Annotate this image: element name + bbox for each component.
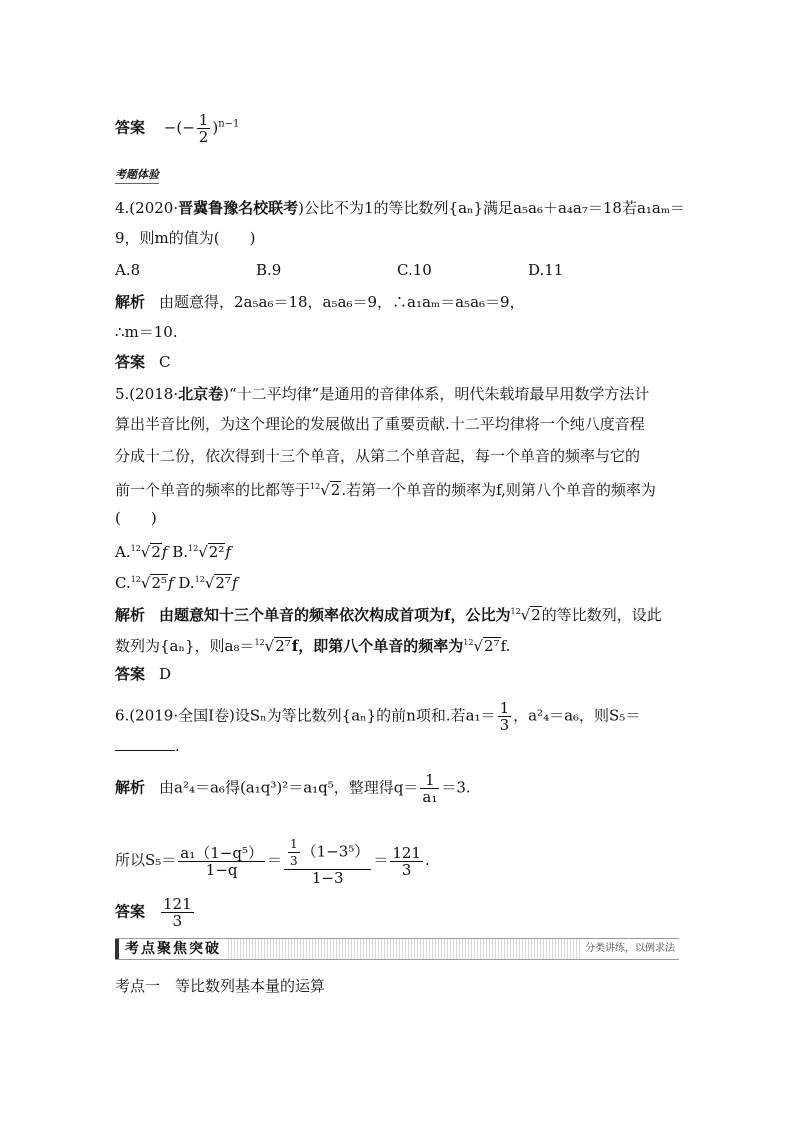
q6-analysis: 解析 由a²₄＝a₆得(a₁q³)²＝a₁q⁵，整理得q＝ $\frac{1}{\text{a₁}}$ ＝3. — [115, 771, 471, 806]
q5-line5: ( ) — [115, 509, 157, 527]
answer-sign: −(− — [163, 118, 195, 137]
q4-option-a: A.8 — [115, 261, 141, 279]
q4-option-d: D.11 — [528, 261, 564, 279]
q5-answer: 答案 D — [115, 665, 172, 683]
q4-line1: 4.(2020·晋冀鲁豫名校联考)公比不为1的等比数列{aₙ}满足a₅a₆＋a₄a₇＝18若a₁aₘ＝ — [115, 199, 686, 217]
q6-line1: 6.(2019·全国Ⅰ卷)设Sₙ为等比数列{aₙ}的前n项和.若a₁＝ $\frac{1}{3}$ ，a²₄＝a₆，则S₅＝ — [115, 699, 641, 734]
q5-source: 北京卷 — [178, 385, 224, 403]
banner-title: 考点聚焦突破 — [115, 939, 227, 959]
q5-line3: 分成十二份，依次得到十三个单音，从第二个单音起，每一个单音的频率与它的 — [115, 447, 641, 465]
q5-options-ab: A.$^{12}$√2f B.$^{12}$√2²f — [115, 543, 231, 561]
exam-tag: 考题体验 — [115, 166, 159, 184]
q4-source: 晋冀鲁豫名校联考 — [178, 199, 299, 217]
q5-analysis: 解析 由题意知十三个单音的频率依次构成首项为f，公比为$^{12}$√2的等比数列，设此 — [115, 606, 662, 624]
q4-option-b: B.9 — [256, 261, 282, 279]
q5-options-cd: C.$^{12}$√2⁵f D.$^{12}$√2⁷f — [115, 574, 238, 592]
section-title: 考点一 等比数列基本量的运算 — [115, 977, 326, 995]
q5-line4: 前一个单音的频率的比都等于$^{12}$√2.若第一个单音的频率为f,则第八个单音的频率为 — [115, 481, 656, 499]
q5-line1: 5.(2018·北京卷)“十二平均律”是通用的音律体系，明代朱载堉最早用数学方法计 — [115, 385, 650, 403]
banner-subtitle: 分类讲练，以例求法 — [581, 939, 679, 959]
answer-label: 答案 — [115, 118, 146, 137]
q6-answer: 答案 $\frac{121}{3}$ — [115, 895, 192, 930]
q5-analysis-2: 数列为{aₙ}，则a₈＝$^{12}$√2⁷f，即第八个单音的频率为$^{12}$√2⁷f. — [115, 637, 511, 655]
answer-fraction: $\frac{1}{2}$ — [198, 111, 209, 146]
q4-analysis: 解析 由题意得，2a₅a₆＝18，a₅a₆＝9，∴a₁aₘ＝a₅a₆＝9， — [115, 293, 525, 311]
top-answer: 答案 −(− $\frac{1}{2}$ )$^{n-1}$ — [115, 111, 240, 146]
q5-line2: 算出半音比例，为这个理论的发展做出了重要贡献.十二平均律将一个纯八度音程 — [115, 415, 645, 433]
q6-blank: . — [115, 736, 180, 756]
answer-exponent: n−1 — [218, 118, 240, 130]
q4-line2: 9，则m的值为( ) — [115, 229, 256, 247]
section-banner — [115, 938, 679, 960]
q4-answer: 答案 C — [115, 353, 171, 371]
q4-option-c: C.10 — [397, 261, 432, 279]
q4-analysis-2: ∴m＝10. — [115, 323, 178, 341]
q6-analysis-2: 所以S₅＝ $\frac{\text{a₁（1−q⁵）}}{1-q}$ ＝ $\frac{1}{3}$ （1−3⁵） 1−3 ＝ $\frac{121}{3}$ . — [115, 837, 430, 887]
